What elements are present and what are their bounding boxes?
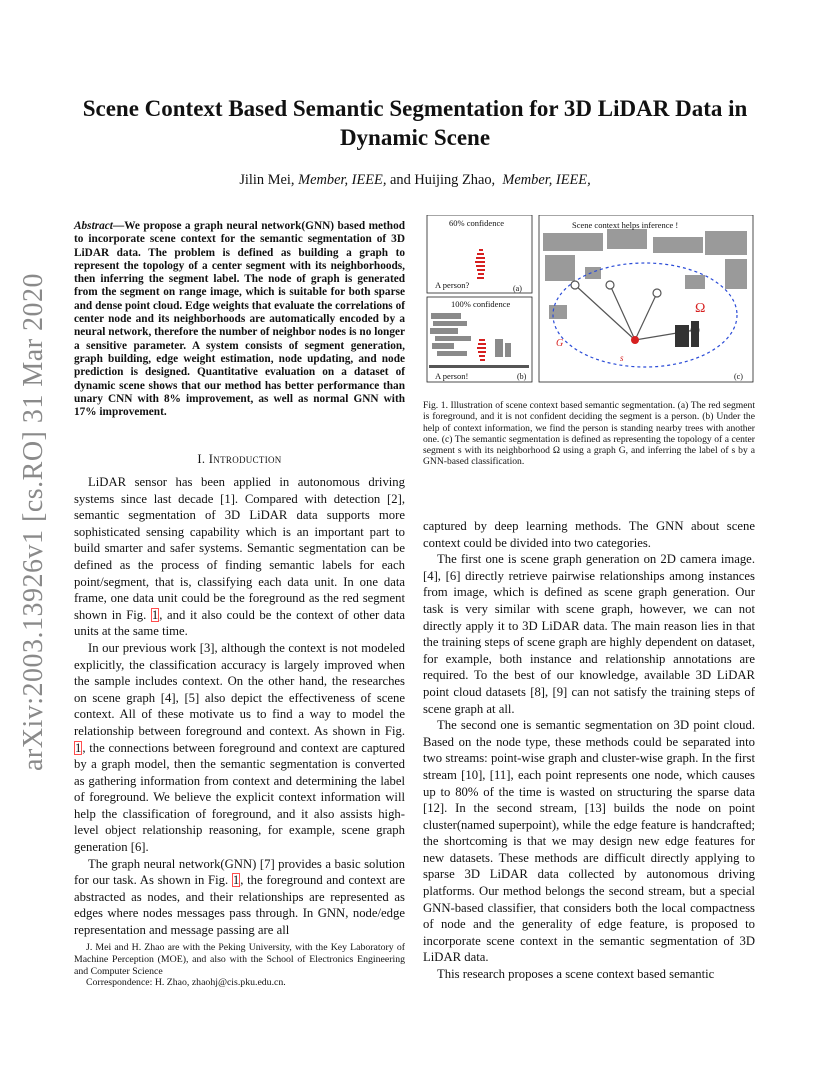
person-exclaim-label: A person! [435,371,469,381]
paragraph: The second one is semantic segmentation on 3D point cloud. Based on the node type, these methods could be separated into two streams: point-wise graph and cluster-wise graph. In the first stream [10], [11], each point represents one node, which causes up to 80% of the time is wasted on structuring the sparse data [12]. In the second stream, [13] builds the node on point cluster(named superpoint), while the edge feature is handcrafted; the shortcoming is that we may design new edge features for new datasets. These methods are difficult directly applying to sparse 3D LiDAR data collected by autonomous driving platforms. Our method belongs the second stream, but a special GNN-based classifier, that considers both the local compactness of node and the generality of edge feature, is proposed to incorporate scene context in the semantic segmentation of 3D LiDAR data. [423,718,755,965]
title-line-2: Dynamic Scene [339,125,491,150]
paragraph-text: LiDAR sensor has been applied in autonomous driving systems since last decade [1]. Compared with detection [2], semantic segmentation of 3D LiDAR data supports more sophisticated sensing capability which is an important part to build smarter and safer systems. Semantic segmentation can be defined as the process of finding semantic labels for each point/segment, that is, classifying each data unit. In one data frame, one data unit could be the foreground as the red segment shown in Fig. [74,475,405,622]
section-number: I. [197,452,209,466]
person-question-label: A person? [435,280,470,290]
paragraph: captured by deep learning methods. The GNN about scene context could be divided into two categories. [423,519,755,550]
figure-caption: Fig. 1. Illustration of scene context based semantic segmentation. (a) The red segment is foreground, and it is not confident deciding the segment is a person. (b) Under the help of context information, we find the person is standing nearby trees with another one. (c) The semantic segmentation is defined as representing the topology of a center segment s with its neighborhood Ω using a graph G, and inferring the label of s by a GNN-based classification. [423,400,755,468]
paragraph-text: In our previous work [3], although the context is not modeled explicitly, the classification accuracy is largely improved when the sample includes context. On the other hand, the researches on scene graph [4], [5] also depict the effectiveness of scene context. All of these motivate us to find a way to model the relationship between foreground and context. As shown in Fig. [74,640,405,738]
panel-c-label: (c) [734,372,743,381]
arxiv-id: arXiv:2003.13926v1 [cs.RO] 31 Mar 2020 [18,272,49,772]
figure-link[interactable]: 1 [151,607,159,622]
section-title: Introduction [208,452,282,466]
abstract-text: —We propose a graph neural network(GNN) based method to incorporate scene context for the semantic segmentation of 3D LiDAR data. The problem is defined as building a graph to represent the topology of a center segment with its neighborhoods, then inferring the segment label. The node of graph is generated from the segment on range image, which is suitable for both sparse and dense point cloud. Edge weights that evaluate the correlations of center node and its neighborhoods are automatically encoded by a neural network, therefore the number of neighbor nodes is no longer a sensitive parameter. A system consists of segment generation, graph building, edge weight estimation, node updating, and node prediction is designed. Quantitative evaluation on a dataset of dynamic scene shows that our method has better performance than unary CNN with 8% improvement, as well as normal GNN with 17% improvement. [74,220,405,419]
left-column [74,474,405,939]
panel-c [539,215,753,382]
omega-label: Ω [695,301,706,316]
figure-1 [425,215,755,385]
paragraph [74,856,405,939]
figure-link[interactable]: 1 [75,740,82,755]
panel-b-label: (b) [517,372,527,381]
paragraph-text: , the connections between foreground and context are captured by a graph model, then the semantic segmentation is converted as gathering information from context and determining the label of foreground. We believe the explicit context information will help the classification of foreground, and it also assists high-level object relationship reasoning, for example, scene graph generation [6]. [74,740,405,855]
arxiv-stamp [14,272,54,772]
paragraph: The first one is scene graph generation on 2D camera image. [4], [6] directly retrieve pairwise relationships among instances from image, which is defined as scene graph generation. Our task is very similar with scene graph, however, we can not directly apply it to 3D LiDAR data. The main reason lies in that the training steps of scene graph are highly dependent on dataset, for example, both instance and relationship annotations are required. To the best of our knowledge, available 3D LiDAR point cloud datasets [8], [9] can not satisfy the training steps of scene graph at all. [423,552,755,716]
segment-s-label: s [620,353,624,363]
paragraph-text: The graph neural network(GNN) [7] provides a basic solution for our task. As shown in Fig. [74,856,405,888]
panel-b [427,297,532,382]
section-heading [74,452,405,467]
paragraph [74,640,405,856]
paper-title [70,94,760,152]
scene-context-label: Scene context helps inference ! [572,220,679,230]
graph-g-label: G [556,338,564,349]
footnote-affiliation: J. Mei and H. Zhao are with the Peking University, with the Key Laboratory of Machine Perception (MOE), and also with the School of Electronics Engineering and Computer Science [74,942,405,977]
author-2: and Huijing Zhao, [390,172,496,188]
confidence-100-label: 100% confidence [451,299,511,309]
footnote [74,942,405,989]
author-1-role: Member, IEEE, [298,172,387,188]
paragraph-text: , the foreground and context are abstracted as nodes, and their relationships are represented as edges where nodes messages pass through. In GNN, node/edge representation and message passing are all [74,873,405,938]
figure-link[interactable]: 1 [232,873,240,888]
center-node [631,336,639,344]
paragraph: This research proposes a scene context based semantic [437,967,715,982]
panel-a-label: (a) [513,284,522,293]
paragraph [74,474,405,640]
title-line-1: Scene Context Based Semantic Segmentation for 3D LiDAR Data in [82,96,748,121]
authors [70,172,760,189]
author-2-role: Member, IEEE, [502,172,591,188]
abstract [74,220,405,419]
panel-a [427,215,532,293]
paragraph-text: , and it also could be the context of other data units at the same time. [74,607,405,639]
confidence-60-label: 60% confidence [449,218,504,228]
right-column [423,518,755,983]
abstract-lead: Abstract [74,220,113,232]
author-1: Jilin Mei, [239,172,295,188]
footnote-correspondence: Correspondence: H. Zhao, zhaohj@cis.pku.edu.cn. [86,977,286,989]
